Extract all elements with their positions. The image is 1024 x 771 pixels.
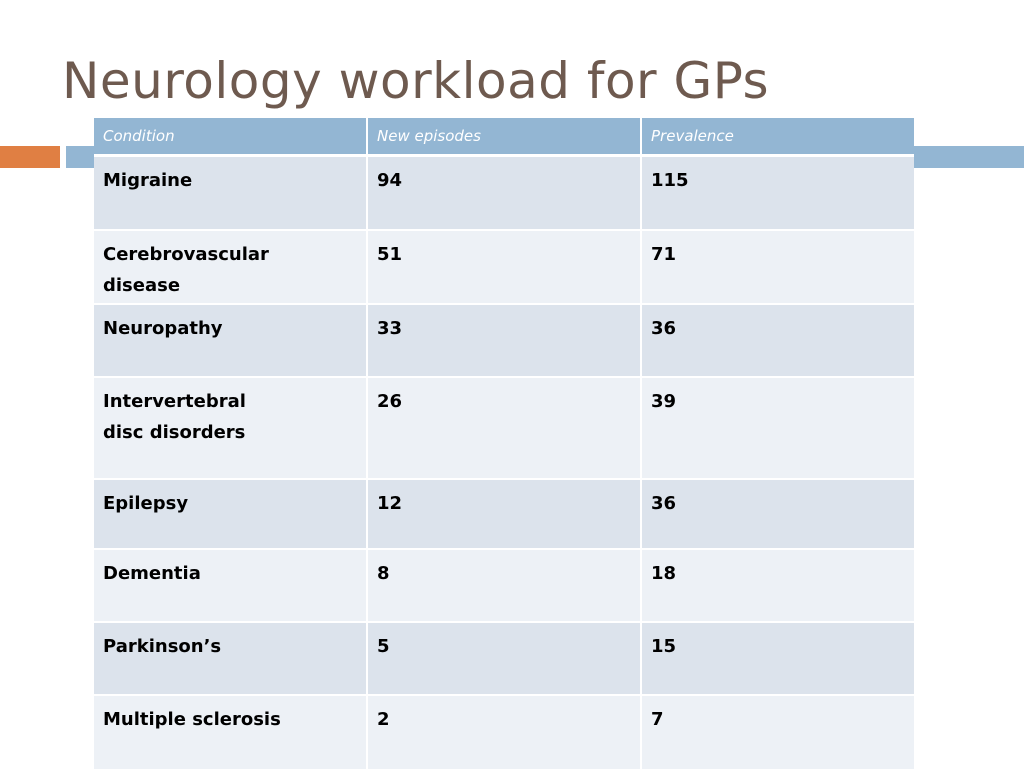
accent-bar-blue-right — [914, 146, 1024, 168]
cell-condition: Parkinson’s — [94, 622, 367, 695]
accent-bar-blue-left — [66, 146, 96, 168]
cell-condition: Epilepsy — [94, 479, 367, 549]
cell-prevalence: 36 — [641, 304, 914, 377]
cell-condition: Cerebrovascular disease — [94, 230, 367, 304]
table-row — [94, 695, 914, 770]
table-row — [94, 377, 914, 479]
accent-bar-orange — [0, 146, 60, 168]
cell-prevalence: 36 — [641, 479, 914, 549]
table-row — [94, 304, 914, 377]
cell-prevalence: 18 — [641, 549, 914, 622]
cell-new-episodes: 94 — [367, 156, 641, 230]
table-header-row — [94, 118, 914, 156]
table-row — [94, 549, 914, 622]
cell-new-episodes: 26 — [367, 377, 641, 479]
cell-prevalence: 71 — [641, 230, 914, 304]
table-row — [94, 230, 914, 304]
table-row — [94, 156, 914, 230]
header-new-episodes: New episodes — [367, 118, 641, 156]
cell-new-episodes: 5 — [367, 622, 641, 695]
cell-condition: Migraine — [94, 156, 367, 230]
cell-prevalence: 15 — [641, 622, 914, 695]
cell-new-episodes: 51 — [367, 230, 641, 304]
cell-new-episodes: 2 — [367, 695, 641, 770]
cell-new-episodes: 33 — [367, 304, 641, 377]
header-prevalence: Prevalence — [641, 118, 914, 156]
table-row — [94, 479, 914, 549]
slide-title: Neurology workload for GPs — [62, 52, 770, 110]
cell-prevalence: 115 — [641, 156, 914, 230]
cell-condition: Neuropathy — [94, 304, 367, 377]
cell-condition: Multiple sclerosis — [94, 695, 367, 770]
cell-condition: Intervertebral disc disorders — [94, 377, 367, 479]
cell-prevalence: 39 — [641, 377, 914, 479]
header-condition: Condition — [94, 118, 367, 156]
cell-new-episodes: 12 — [367, 479, 641, 549]
table-row — [94, 622, 914, 695]
cell-condition: Dementia — [94, 549, 367, 622]
cell-new-episodes: 8 — [367, 549, 641, 622]
cell-prevalence: 7 — [641, 695, 914, 770]
workload-table — [94, 118, 914, 771]
